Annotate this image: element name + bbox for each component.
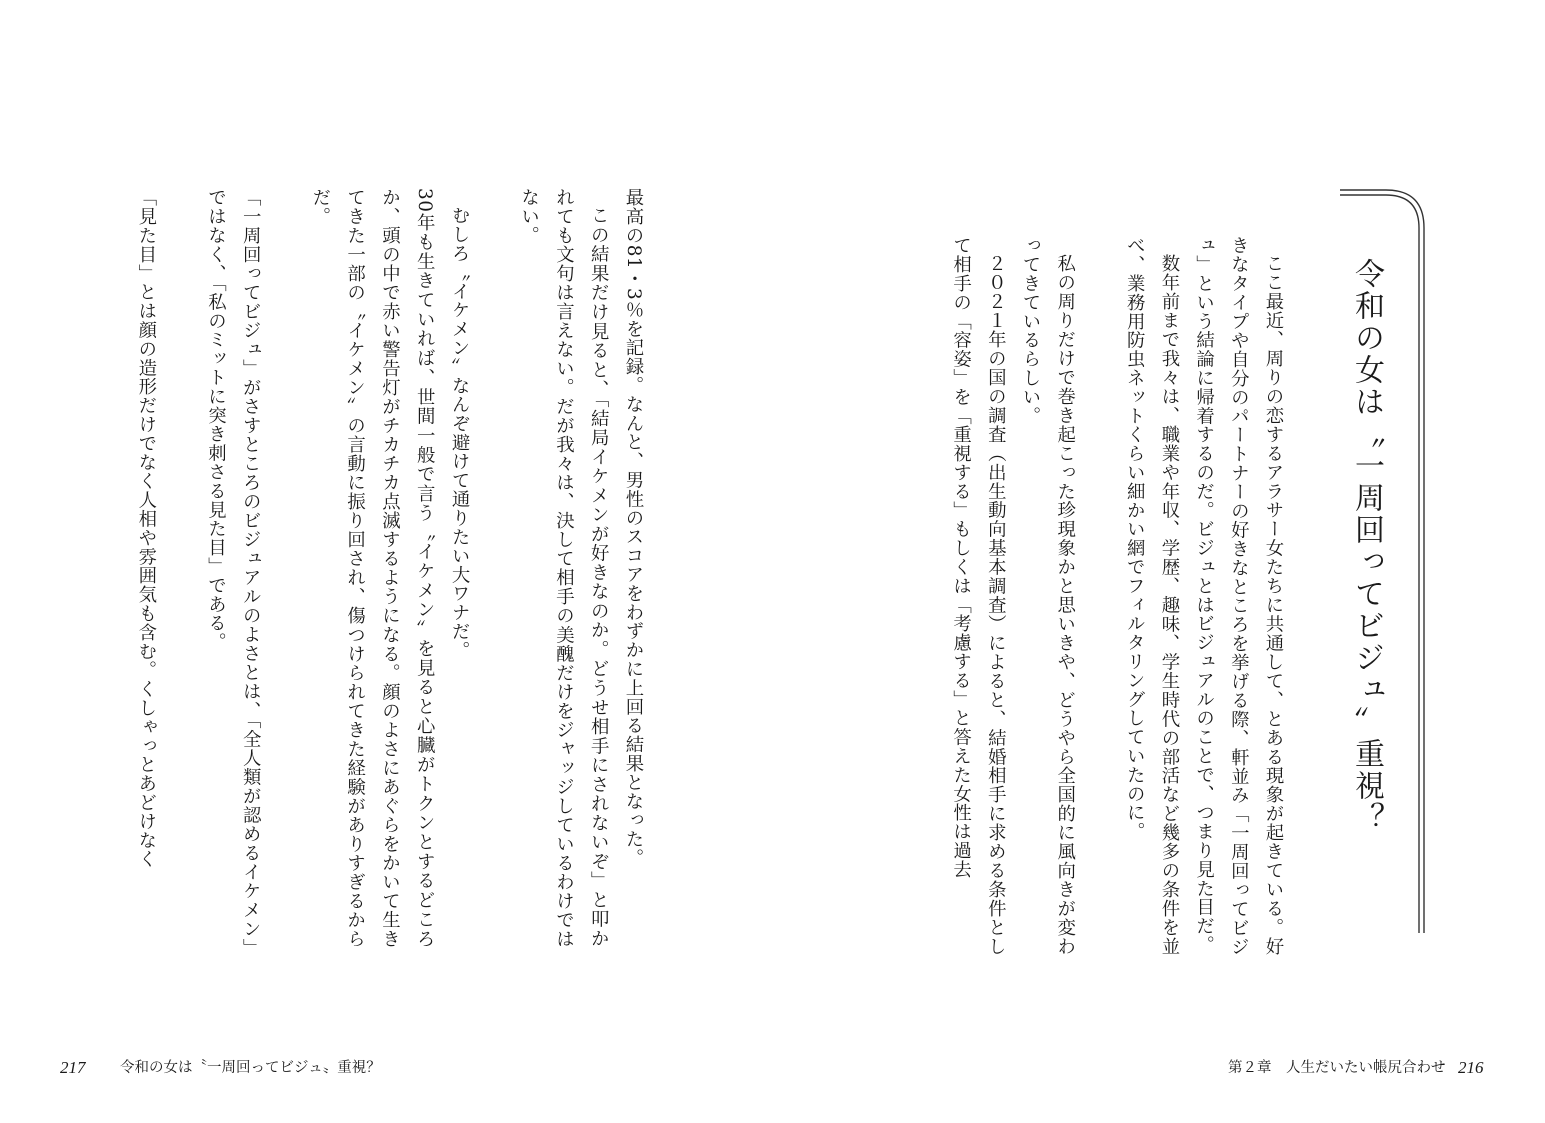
chapter-title: 令和の女は〝一周回ってビジュ〟重視？: [1349, 258, 1384, 834]
paragraph: ２０２１年の国の調査（出生動向基本調査）によると、結婚相手に求める条件として相手の「容姿」を「重視する」もしくは「考慮する」と答えた女性は過去: [950, 236, 1007, 956]
paragraph: 数年前まで我々は、職業や年収、学歴、趣味、学生時代の部活など幾多の条件を並べ、業務用防虫ネットくらい細かい網でフィルタリングしていたのに。: [1124, 236, 1180, 956]
paragraph-gap: [163, 188, 198, 198]
paragraph: むしろ〝イケメン〟なんぞ避けて通りたい大ワナだ。: [449, 206, 471, 660]
right-page-body: [905, 236, 1290, 956]
page-number-right: 216: [1458, 1058, 1484, 1077]
paragraph: 「一周回ってビジュ」がさすところのビジュアルのよさとは、「全人類が認めるイケメン」ではなく、「私のミットに突き刺さる見た目」である。: [205, 188, 262, 948]
running-head-right: 第２章 人生だいたい帳尻合わせ: [1228, 1060, 1446, 1076]
left-page-body: [120, 188, 650, 948]
paragraph-gap: [267, 188, 302, 198]
running-head-left: 令和の女は〝一周回ってビジュ〟重視？: [120, 1060, 381, 1076]
paragraph: 30年も生きていれば、世間一般で言う〝イケメン〟を見ると心臓がトクンとするどころか、頭の中で赤い警告灯がチカチカ点滅するようになる。顔のよさにあぐらをかいて生きてきた一部の〝イケメン〟の言動に振り回され、傷つけられてきた経験がありすぎるからだ。: [309, 188, 436, 948]
page-number-left: 217: [60, 1058, 86, 1077]
paragraph: 最高の81・3％を記録。なんと、男性のスコアをわずかに上回る結果となった。: [623, 188, 644, 868]
paragraph: 「見た目」とは顔の造形だけでなく人相や雰囲気も含む。くしゃっとあどけなく: [135, 188, 157, 869]
paragraph: この結果だけ見ると、「結局イケメンが好きなのか。どうせ相手にされないぞ」と叩かれても文句は言えない。だが我々は、決して相手の美醜だけをジャッジしているわけではない。: [518, 188, 610, 948]
paragraph: ここ最近、周りの恋するアラサー女たちに共通して、とある現象が起きている。好きなタイプや自分のパートナーの好きなところを挙げる際、軒並み「一周回ってビジュ」という結論に帰着するのだ。ビジュとはビジュアルのことで、つまり見た目だ。: [1193, 236, 1284, 956]
paragraph: 私の周りだけで巻き起こった珍現象かと思いきや、どうやら全国的に風向きが変わってきているらしい。: [1019, 236, 1076, 956]
paragraph-gap: [1082, 236, 1117, 246]
paragraph-gap: [476, 188, 511, 198]
